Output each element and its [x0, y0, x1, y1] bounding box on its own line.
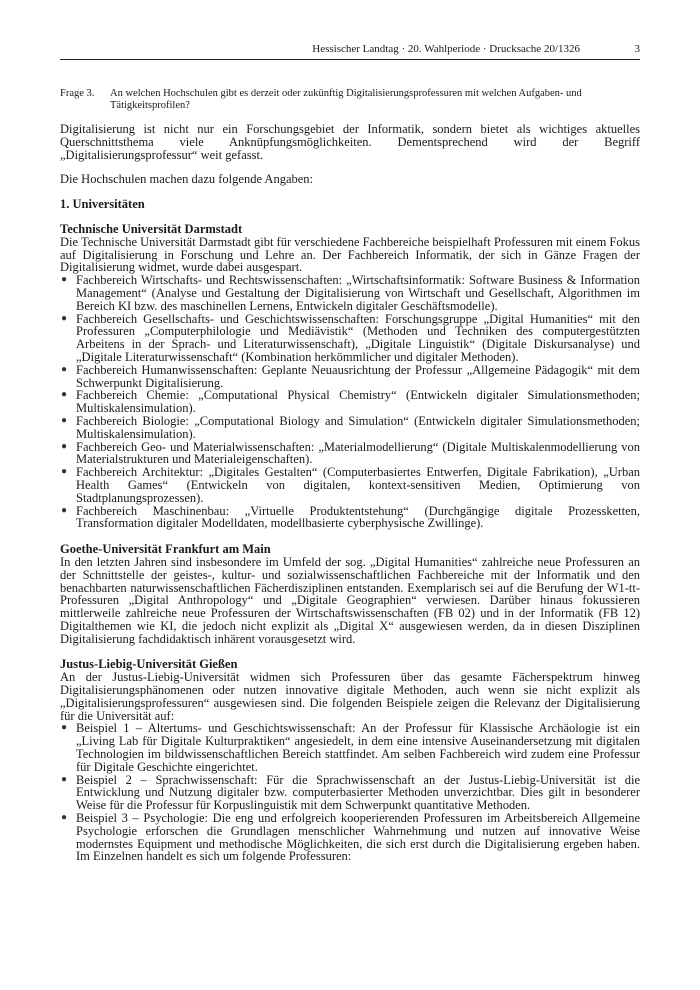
list-item-text: Beispiel 3 – Psychologie: Die eng und erfolgreich kooperierenden Professuren im Arbeitsbereich Allgemeine Psychologie erforschen die Grundlagen menschlicher Wahrnehmung und nutzen auf innovative Weise modernstes Equipment und methodische Möglichkeiten, die sich erst durch die Digitalisierung ergeben haben. Im Einzelnen handelt es sich um folgende Professuren:	[76, 811, 640, 864]
list-item-text: Fachbereich Gesellschafts- und Geschichtswissenschaften: Forschungsgruppe „Digital Humanities“ mit den Professuren „Computerphilologie und Mediävistik“ (Methoden und Techniken des computergestützten Arbeitens in der Sprach- und Literaturwissenschaft), „Digitale Linguistik“ (Digitale Diskursanalyse) und „Digitale Literaturwissenschaft“ (Kombination herkömmlicher und digitaler Methoden).	[76, 311, 640, 364]
list-item	[60, 364, 640, 390]
university-name: Justus-Liebig-Universität Gießen	[60, 657, 238, 672]
bullet-icon: ●	[61, 773, 68, 785]
list-item	[60, 812, 640, 863]
hochschulen-intro: Die Hochschulen machen dazu folgende Angaben:	[60, 172, 314, 187]
running-header	[60, 42, 640, 60]
bullet-icon: ●	[61, 812, 68, 824]
university-text: In den letzten Jahren sind insbesondere im Umfeld der sog. „Digital Humanities“ zahlreiche neue Professuren an der Schnittstelle der geistes-, kultur- und sozialwissenschaftlichen Fachbereiche mit der Informatik und den benachbarten naturwissenschaftlichen Fächerdisziplinen entstanden. Exemplarisch sei auf die Berufung der W1-tt-Professuren „Digital Anthropology“ und „Digitale Geographien“ verwiesen. Darüber hinaus fokussieren mittlerweile zahlreiche neue Professuren der Wirtschaftswissenschaften (FB 02) und in der Informatik (FB 12) Digitalthemen wie KI, die jedoch nicht explizit als „Digital X“ ausgewiesen werden, da in diesen Disziplinen Digitalisierung fachdidaktisch inhärent vorausgesetzt wird.	[60, 554, 640, 646]
list-item-text: Beispiel 1 – Altertums- und Geschichtswissenschaft: An der Professur für Klassische Archäologie ist ein „Living Lab für Digitale Kulturpraktiken“ angesiedelt, in dem eine intensive Auseinandersetzung mit digitalen Technologien im bildwissenschaftlichen Bereich stattfindet. Am selben Fachbereich wird zudem eine Professur für Digitale Geschichte eingerichtet.	[76, 721, 640, 774]
list-item-text: Fachbereich Chemie: „Computational Physical Chemistry“ (Entwickeln digitaler Simulationsmethoden; Multiskalensimulation).	[76, 388, 640, 416]
bullet-icon: ●	[61, 414, 68, 426]
list-item	[60, 389, 640, 415]
list-item	[60, 505, 640, 531]
university-text: An der Justus-Liebig-Universität widmen sich Professuren über das gesamte Fächerspektrum hinweg Digitalisierungsphänomenen oder nutzen innovative digitale Methoden, auch wenn sie nicht explizit als „Digitalisierungsprofessuren“ ausgewiesen sind. Die folgenden Beispiele zeigen die Relevanz der Digitalisierung für die Universität auf:	[60, 670, 640, 723]
list-item-text: Fachbereich Maschinenbau: „Virtuelle Produktentstehung“ (Durchgängige digitale Prozessketten, Transformation digitaler Modelldaten, modellbasierte cyberphysische Zwillinge).	[76, 503, 640, 531]
list-item-text: Fachbereich Geo- und Materialwissenschaften: „Materialmodellierung“ (Digitale Multiskalenmodellierung von Materialstrukturen und Materialeigenschaften).	[76, 439, 640, 467]
list-item	[60, 722, 640, 773]
list-item	[60, 274, 640, 312]
document-body	[60, 88, 640, 876]
bullet-icon: ●	[61, 363, 68, 375]
university-name: Goethe-Universität Frankfurt am Main	[60, 542, 271, 557]
bullet-icon: ●	[61, 440, 68, 452]
bullet-icon: ●	[61, 722, 68, 734]
section-heading: 1. Universitäten	[60, 197, 145, 212]
question-text: An welchen Hochschulen gibt es derzeit oder zukünftig Digitalisierungsprofessuren mit welchen Aufgaben- und Tätigkeitsprofilen?	[110, 88, 582, 111]
bullet-icon: ●	[61, 389, 68, 401]
question-label: Frage 3.	[60, 88, 95, 99]
list-item-text: Fachbereich Wirtschafts- und Rechtswissenschaften: „Wirtschaftsinformatik: Software Business & Information Management“ (Analyse und Gestaltung der Digitalisierung von Wirtschaft und Gesellschaft, Algorithmen im Bereich KI bzw. des maschinellen Lernens, Entwickeln digitaler Geschäftsmodelle).	[76, 273, 640, 313]
list-item-text: Fachbereich Architektur: „Digitales Gestalten“ (Computerbasiertes Entwerfen, Digitale Fabrikation), „Urban Health Games“ (Entwickeln von digitalen, kontext-sensitiven Medien, Optimierung von Stadtplanungsprozessen).	[76, 465, 640, 505]
bullet-icon: ●	[61, 274, 68, 286]
intro-paragraph: Digitalisierung ist nicht nur ein Forschungsgebiet der Informatik, sondern bietet als wichtiges aktuelles Querschnittsthema viele Anknüpfungsmöglichkeiten. Dementsprechend wird der Begriff „Digitalisierungsprofessur“ weit gefasst.	[60, 122, 640, 162]
university-text: Die Technische Universität Darmstadt gibt für verschiedene Fachbereiche beispielhaft Professuren mit einem Fokus auf Digitalisierung in Forschung und Lehre an. Der Fachbereich Informatik, der sich in Gänze Fragen der Digitalisierung widmet, wurde dabei ausgespart.	[60, 234, 640, 275]
running-title: Hessischer Landtag · 20. Wahlperiode · Drucksache 20/1326	[312, 43, 580, 55]
list-item	[60, 441, 640, 467]
university-name: Technische Universität Darmstadt	[60, 221, 243, 236]
bullet-list	[60, 722, 640, 863]
university-section	[60, 223, 640, 530]
page-number: 3	[634, 43, 640, 55]
bullet-icon: ●	[61, 504, 68, 516]
university-section	[60, 658, 640, 863]
list-item	[60, 313, 640, 364]
list-item-text: Beispiel 2 – Sprachwissenschaft: Für die Sprachwissenschaft an der Justus-Liebig-Universität ist die Entwicklung und Nutzung digitaler bzw. computerbasierter Methoden unverzichtbar. Dies gilt in besonderer Weise für die Professur für Korpuslinguistik mit dem Schwerpunkt quantitative Methoden.	[76, 772, 640, 813]
list-item-text: Fachbereich Biologie: „Computational Biology and Simulation“ (Entwickeln digitaler Simulationsmethoden; Multiskalensimulation).	[76, 413, 640, 441]
bullet-icon: ●	[61, 312, 68, 324]
list-item-text: Fachbereich Humanwissenschaften: Geplante Neuausrichtung der Professur „Allgemeine Pädagogik“ mit dem Schwerpunkt Digitalisierung.	[76, 362, 640, 390]
list-item	[60, 774, 640, 812]
bullet-icon: ●	[61, 466, 68, 478]
university-section	[60, 543, 640, 645]
question-block	[60, 88, 640, 111]
list-item	[60, 415, 640, 441]
list-item	[60, 466, 640, 504]
bullet-list	[60, 274, 640, 530]
